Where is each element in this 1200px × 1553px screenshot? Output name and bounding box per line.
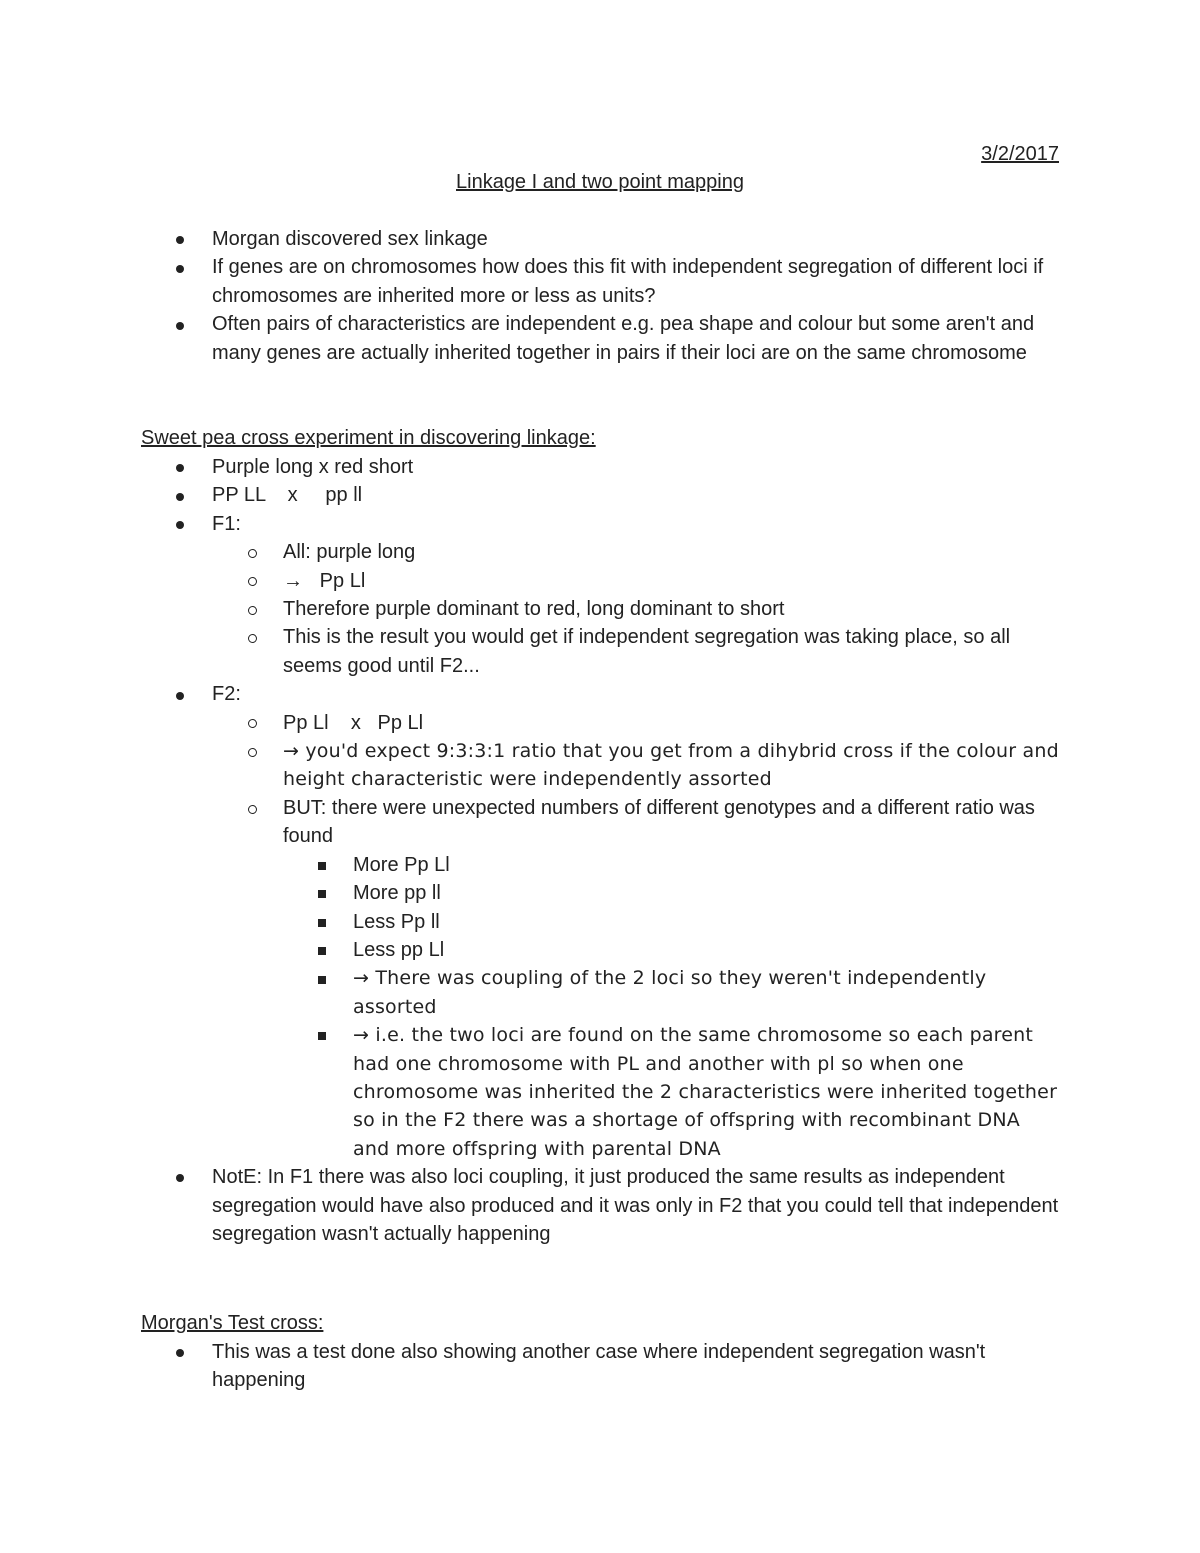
bullet-dot-icon xyxy=(176,225,184,253)
list-item: BUT: there were unexpected numbers of different genotypes and a different ratio was found xyxy=(0,794,1200,851)
bullet-dot-icon xyxy=(176,680,184,708)
list-item: → There was coupling of the 2 loci so they weren't independently assorted xyxy=(0,964,1200,1021)
list-item: Often pairs of characteristics are independent e.g. pea shape and colour but some aren't and many genes are actually inherited together in pairs if their loci are on the same chromosome xyxy=(0,310,1200,367)
list-item: Purple long x red short xyxy=(0,453,1200,481)
list-item: → you'd expect 9:3:3:1 ratio that you get from a dihybrid cross if the colour and height characteristic were independently assorted xyxy=(0,737,1200,794)
bullet-circle-icon xyxy=(248,709,257,737)
bullet-circle-icon xyxy=(248,595,257,623)
list-item: More Pp Ll xyxy=(0,851,1200,879)
bullet-dot-icon xyxy=(176,481,184,509)
morgan-list xyxy=(0,1338,1200,1395)
document-date: 3/2/2017 xyxy=(981,143,1059,165)
document-title xyxy=(0,170,1200,194)
bullet-dot-icon xyxy=(176,1338,184,1366)
list-item: Therefore purple dominant to red, long dominant to short xyxy=(0,595,1200,623)
bullet-circle-icon xyxy=(248,567,257,595)
list-item: Morgan discovered sex linkage xyxy=(0,225,1200,253)
bullet-dot-icon xyxy=(176,253,184,281)
list-item: All: purple long xyxy=(0,538,1200,566)
bullet-square-icon xyxy=(318,964,326,992)
sweet-pea-heading: Sweet pea cross experiment in discovering linkage: xyxy=(141,427,596,449)
list-item: NotE: In F1 there was also loci coupling, it just produced the same results as independent segregation would have also produced and it was only in F2 that you could tell that independent segregation wasn't actually happening xyxy=(0,1163,1200,1248)
bullet-square-icon xyxy=(318,879,326,907)
sweet-pea-list xyxy=(0,453,1200,1248)
intro-list xyxy=(0,225,1200,367)
bullet-square-icon xyxy=(318,936,326,964)
bullet-circle-icon xyxy=(248,623,257,651)
list-item: Less pp Ll xyxy=(0,936,1200,964)
list-item: More pp ll xyxy=(0,879,1200,907)
list-item: This was a test done also showing another case where independent segregation wasn't happening xyxy=(0,1338,1200,1395)
list-item: → i.e. the two loci are found on the same chromosome so each parent had one chromosome with PL and another with pl so when one chromosome was inherited the 2 characteristics were inherited together so in the F2 there was a shortage of offspring with recombinant DNA and more offspring with parental DNA xyxy=(0,1021,1200,1163)
bullet-dot-icon xyxy=(176,1163,184,1191)
bullet-circle-icon xyxy=(248,737,257,765)
bullet-square-icon xyxy=(318,1021,326,1049)
list-item: This is the result you would get if independent segregation was taking place, so all seems good until F2... xyxy=(0,623,1200,680)
morgan-heading: Morgan's Test cross: xyxy=(141,1312,324,1334)
bullet-circle-icon xyxy=(248,794,257,822)
bullet-dot-icon xyxy=(176,310,184,338)
list-item: F1: xyxy=(0,510,1200,538)
bullet-circle-icon xyxy=(248,538,257,566)
list-item: F2: xyxy=(0,680,1200,708)
document-title-text: Linkage I and two point mapping xyxy=(456,171,744,193)
bullet-square-icon xyxy=(318,851,326,879)
list-item: If genes are on chromosomes how does this fit with independent segregation of different loci if chromosomes are inherited more or less as units? xyxy=(0,253,1200,310)
list-item: Pp Ll x Pp Ll xyxy=(0,709,1200,737)
bullet-dot-icon xyxy=(176,453,184,481)
list-item: Less Pp ll xyxy=(0,908,1200,936)
bullet-dot-icon xyxy=(176,510,184,538)
list-item: → Pp Ll xyxy=(0,567,1200,595)
bullet-square-icon xyxy=(318,908,326,936)
list-item: PP LL x pp ll xyxy=(0,481,1200,509)
